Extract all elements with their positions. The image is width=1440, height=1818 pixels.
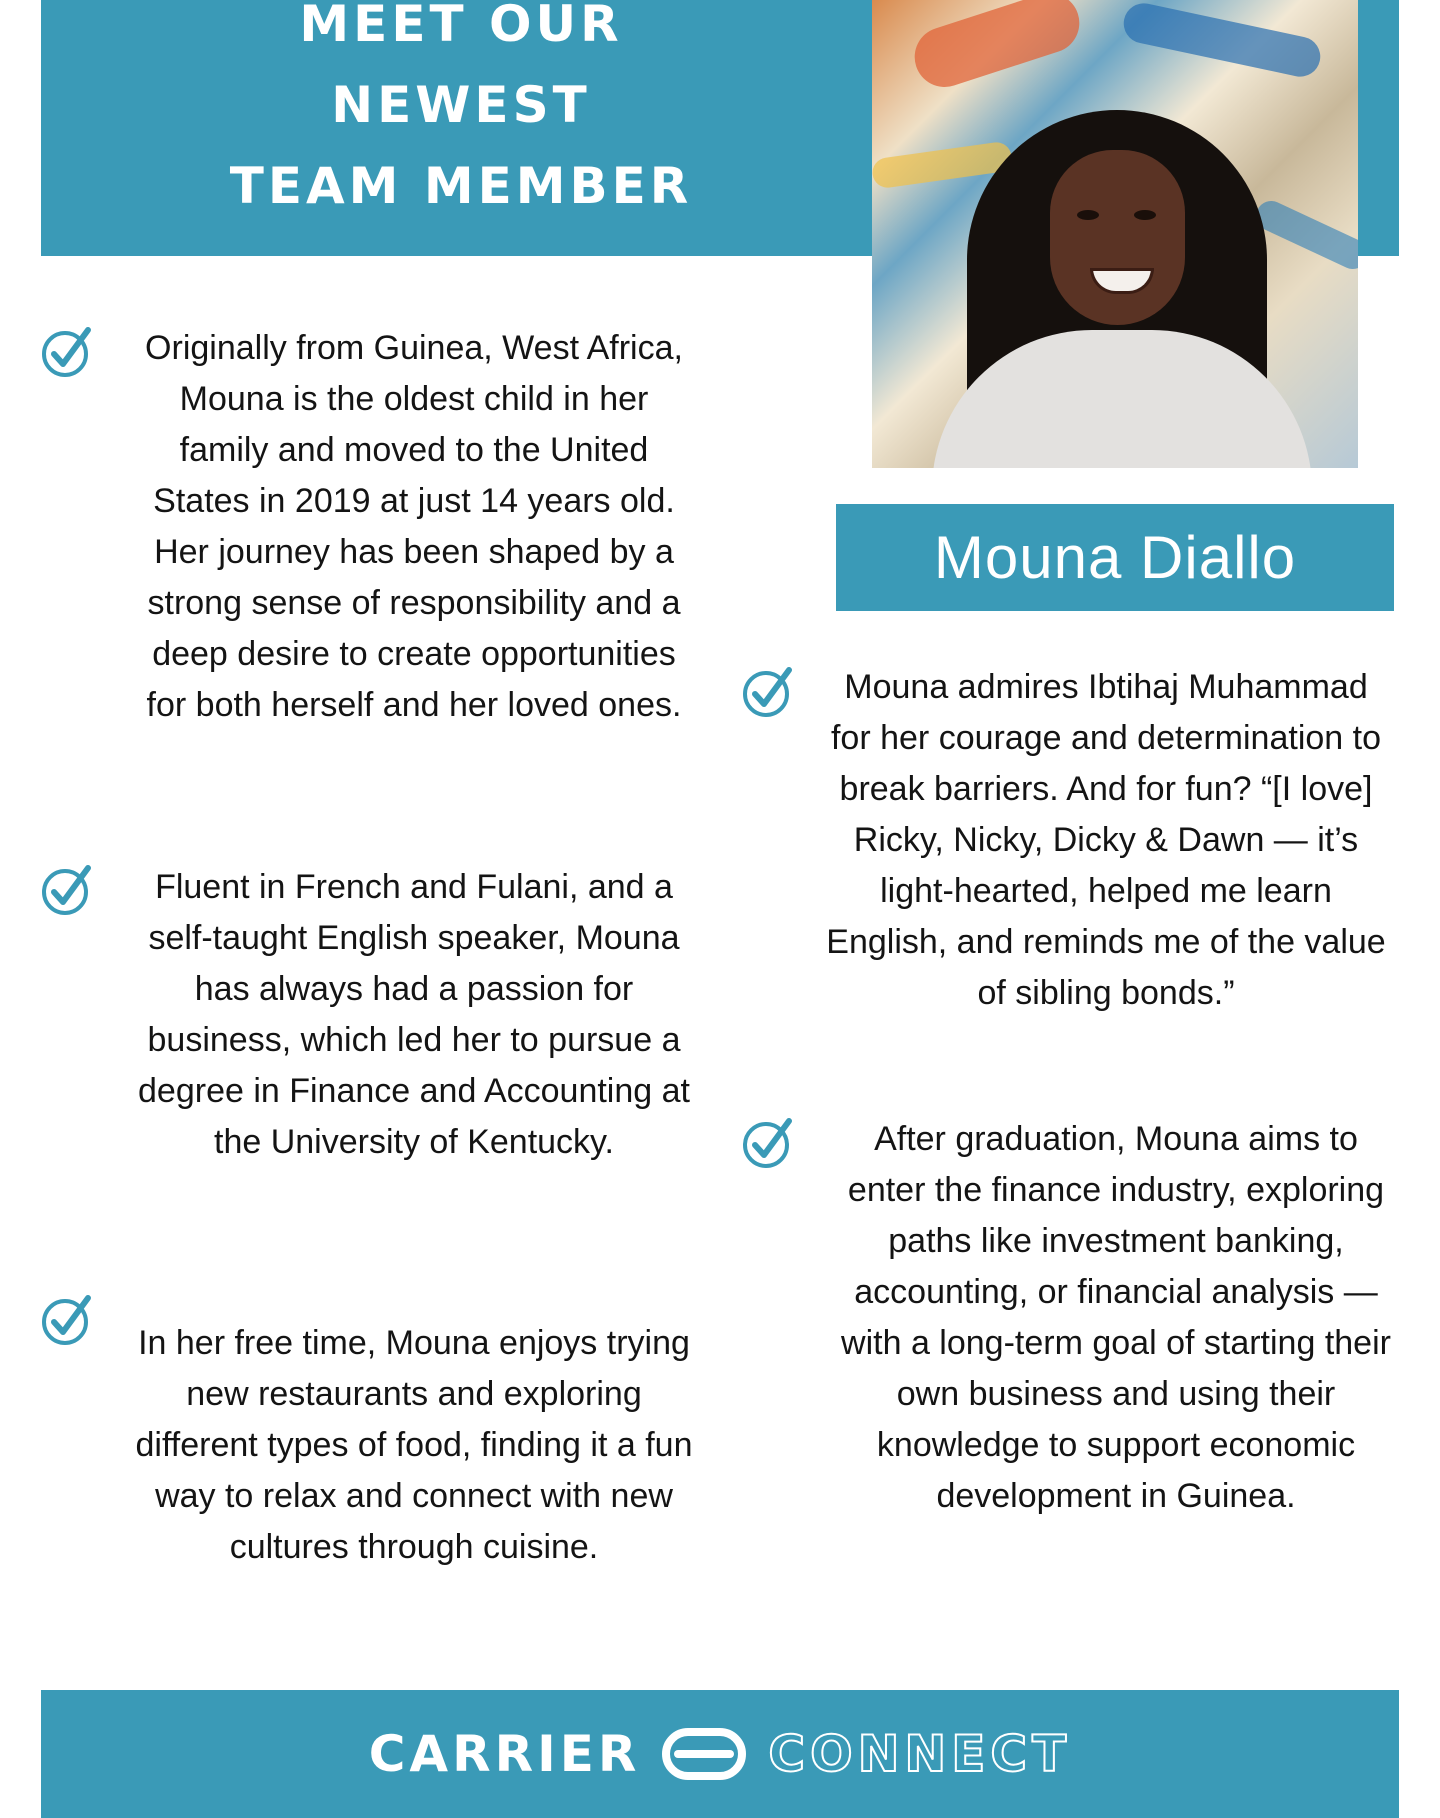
right-paragraph-2: After graduation, Mouna aims to enter the finance industry, exploring paths like investment banking, accounting, or financial analysis — with a long-term goal of starting their own business and using their knowledge to support economic development in Guinea. xyxy=(841,1120,1391,1515)
checkmark-circle-icon xyxy=(741,664,795,718)
checkmark-circle-icon xyxy=(40,1292,94,1346)
title-line-3: TEAM MEMBER xyxy=(229,157,693,215)
left-paragraph-1: Originally from Guinea, West Africa, Mouna is the oldest child in her family and moved to the United States in 2019 at just 14 years old. Her journey has been shaped by a strong sense of responsibility and a deep desire to create opportunities for both herself and her loved ones. xyxy=(145,329,683,724)
checkmark-circle-icon xyxy=(40,324,94,378)
left-paragraph-2: Fluent in French and Fulani, and a self-taught English speaker, Mouna has always had a passion for business, which led her to pursue a degree in Finance and Accounting at the University of Kentucky. xyxy=(138,868,690,1161)
checkmark-circle-icon xyxy=(40,862,94,916)
logo-word-connect: CONNECT xyxy=(768,1725,1072,1783)
title-line-2: NEWEST xyxy=(331,76,591,134)
link-emblem-icon xyxy=(658,1722,750,1786)
checkmark-circle-icon xyxy=(741,1115,795,1169)
left-paragraph-3: In her free time, Mouna enjoys trying new restaurants and exploring different types of food, finding it a fun way to relax and connect with new cultures through cuisine. xyxy=(135,1324,693,1566)
profile-name: Mouna Diallo xyxy=(836,504,1394,611)
carrier-connect-logo xyxy=(41,1690,1399,1818)
title-line-1: MEET OUR xyxy=(299,0,623,53)
page-title xyxy=(41,0,881,240)
right-paragraph-1: Mouna admires Ibtihaj Muhammad for her courage and determination to break barriers. And for fun? “[I love] Ricky, Nicky, Dicky & Dawn — it’s light-hearted, helped me learn English, and reminds me of the value of sibling bonds.” xyxy=(826,668,1386,1012)
logo-word-carrier: CARRIER xyxy=(368,1725,641,1783)
profile-photo xyxy=(872,0,1358,468)
